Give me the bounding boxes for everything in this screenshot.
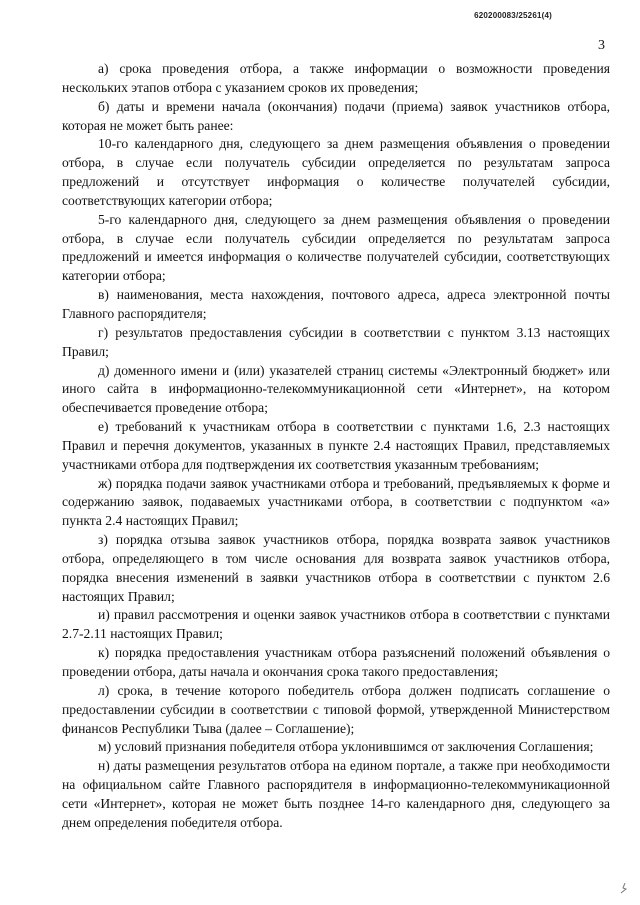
paragraph-b: б) даты и времени начала (окончания) подачи (приема) заявок участников отбора, которая не может быть ранее: xyxy=(62,98,610,133)
paragraph-k: к) порядка предоставления участникам отбора разъяснений положений объявления о проведении отбора, даты начала и окончания срока такого предоставления; xyxy=(62,645,610,679)
paragraph-e: е) требований к участникам отбора в соответствии с пунктами 1.6, 2.3 настоящих Правил и перечня документов, указанных в пункте 2.4 настоящих Правил, представляемых участниками отбора для подтверждения их соответствия указанным требованиям; xyxy=(62,419,610,472)
paragraph-v: в) наименования, места нахождения, почтового адреса, адреса электронной почты Главного распорядителя; xyxy=(62,287,610,321)
paragraph-d: д) доменного имени и (или) указателей страниц системы «Электронный бюджет» или иного сайта в информационно-телекоммуникационной сети «Интернет», на котором обеспечивается проведение отбора; xyxy=(62,362,610,416)
paragraph-l: л) срока, в течение которого победитель отбора должен подписать соглашение о предоставлении субсидии в соответствии с типовой формой, утвержденной Министерством финансов Республики Тыва (далее – Соглашение); xyxy=(62,682,610,736)
paragraph-i: и) правил рассмотрения и оценки заявок участников отбора в соответствии с пунктами 2.7-2.11 настоящих Правил; xyxy=(62,607,610,642)
paragraph-m: м) условий признания победителя отбора уклонившимся от заключения Соглашения; xyxy=(98,739,594,755)
scan-corner-mark xyxy=(618,882,628,897)
paragraph-g: г) результатов предоставления субсидии в соответствии с пунктом 3.13 настоящих Правил; xyxy=(62,324,610,359)
document-body xyxy=(62,60,610,833)
paragraph-z: з) порядка отзыва заявок участников отбора, порядка возврата заявок участников отбора, определяющего в том числе основания для возврата заявок участников отбора, порядка внесения изменений в заявки участников отбора в соответствии с пунктом 2.6 настоящих Правил; xyxy=(62,532,610,604)
paragraph-a: а) срока проведения отбора, а также информации о возможности проведения нескольких этапов отбора с указанием сроков их проведения; xyxy=(62,61,610,95)
document-code: 620200083/25261(4) xyxy=(474,11,552,20)
paragraph-n: н) даты размещения результатов отбора на едином портале, а также при необходимости на официальном сайте Главного распорядителя в информационно-телекоммуникационной сети «Интернет», которая не может быть позднее 14-го календарного дня, следующего за днем определения победителя отбора. xyxy=(62,758,610,830)
paragraph-b-10-day: 10-го календарного дня, следующего за днем размещения объявления о проведении отбора, в случае если получатель субсидии определяется по результатам запроса предложений и отсутствует информация о количестве получателей субсидии, соответствующих категории отбора; xyxy=(62,136,610,208)
scan-mark-icon xyxy=(618,882,628,894)
paragraph-b-5-day: 5-го календарного дня, следующего за днем размещения объявления о проведении отбора, в случае если получатель субсидии определяется по результатам запроса предложений и имеется информация о количестве получателей субсидии, соответствующих категории отбора; xyxy=(62,211,610,284)
paragraph-zh: ж) порядка подачи заявок участниками отбора и требований, предъявляемых к форме и содержанию заявок, подаваемых участниками отбора, в соответствии с подпунктом «а» пункта 2.4 настоящих Правил; xyxy=(62,475,610,529)
page-number: 3 xyxy=(598,38,605,53)
